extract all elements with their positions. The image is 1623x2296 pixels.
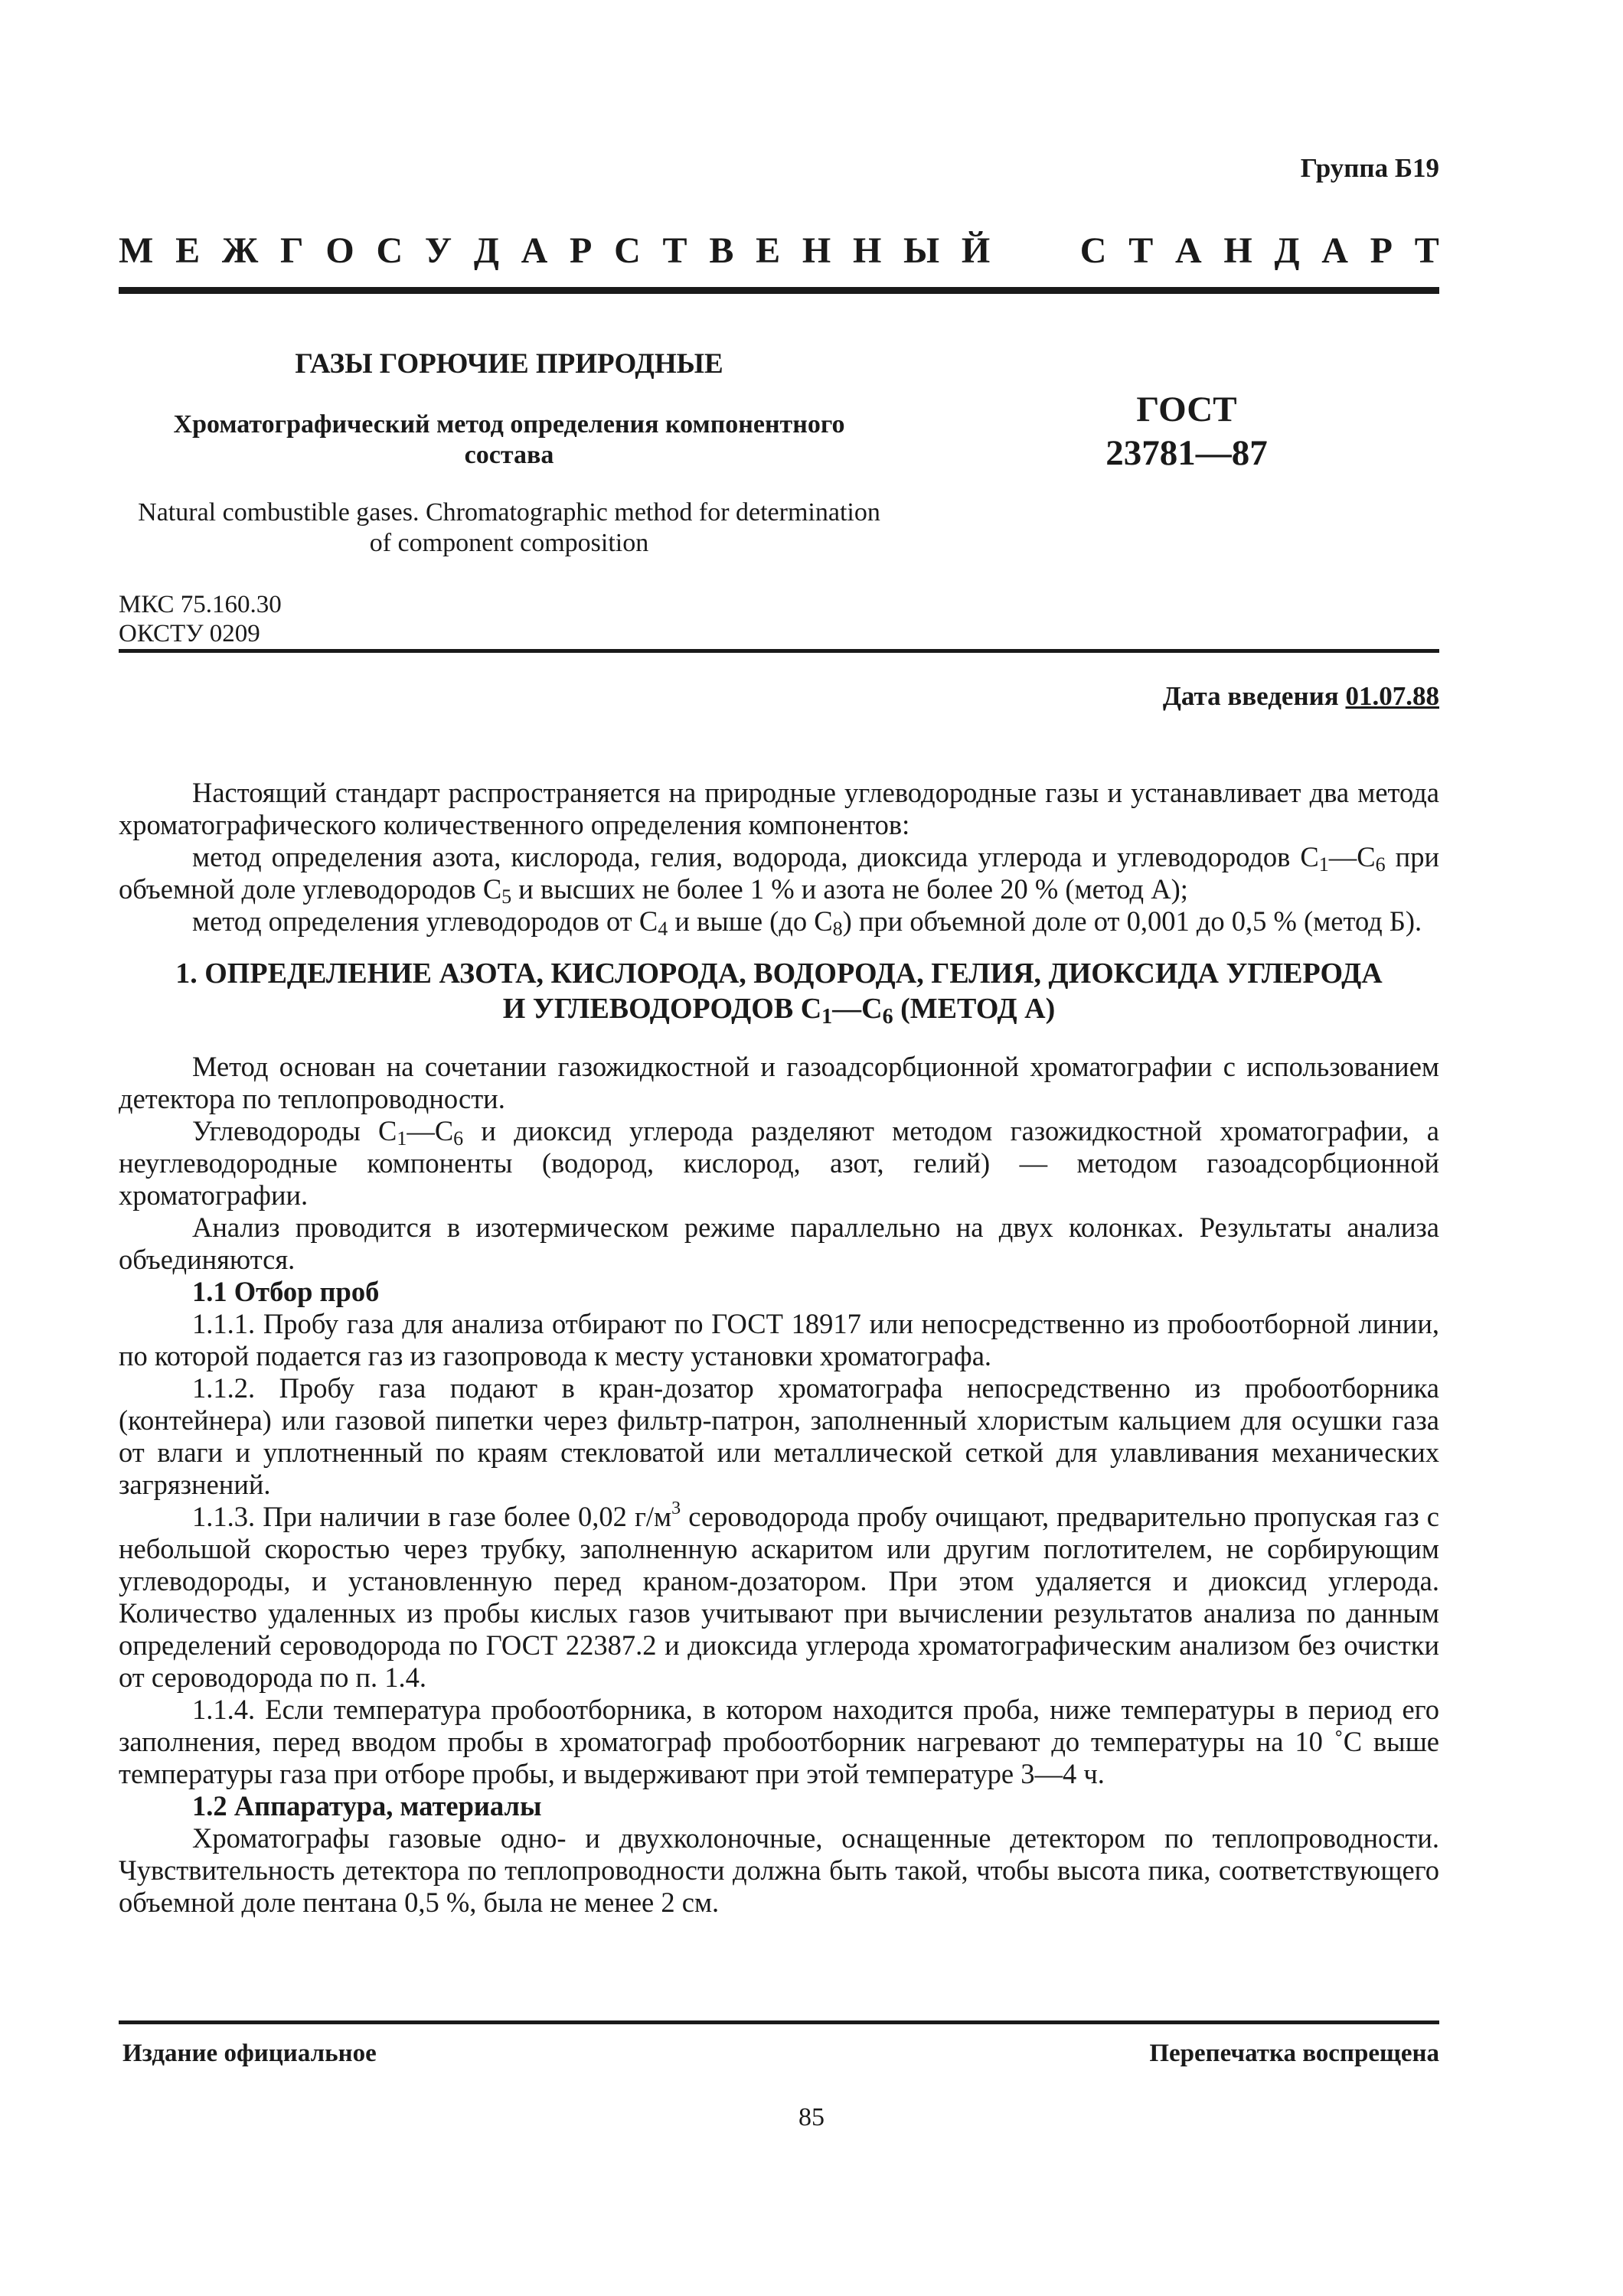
banner-letter: Р — [570, 230, 593, 271]
text-run: метод определения углеводородов от С — [192, 905, 658, 937]
intro-method-b — [119, 905, 1439, 938]
subscript: 6 — [882, 1005, 893, 1029]
banner-letter: Т — [1128, 230, 1154, 271]
clause-1-1-4: 1.1.4. Если температура пробоотборника, в котором находится проба, ниже температуры в период его заполнения, перед вводом пробы в хроматограф пробоотборник нагревают до температуры на 10 ˚С выше температуры газа при отборе пробы, и выдерживают при этой температуре 3—4 ч. — [119, 1694, 1439, 1789]
body-paragraph — [119, 1115, 1439, 1212]
banner-letter: О — [325, 230, 354, 271]
banner-letter: А — [1174, 230, 1202, 271]
text-run: и высших не более 1 % и азота не более 20 % (метод А); — [511, 873, 1188, 905]
subscript: 1 — [397, 1127, 407, 1150]
subscript: 1 — [821, 1005, 833, 1029]
body-paragraph: Анализ проводится в изотермическом режиме параллельно на двух колонках. Результаты анализа объединяются. — [119, 1212, 1439, 1275]
standard-subtitle: Хроматографический метод определения компонентного состава — [173, 410, 845, 469]
introduction-date-value: 01.07.88 — [1345, 681, 1439, 711]
gost-number: 23781—87 — [1105, 433, 1268, 473]
document-body — [119, 777, 1439, 1919]
banner-letter: Д — [1274, 230, 1300, 271]
text-run: 1.1.3. При наличии в газе более 0,02 г/м — [192, 1501, 672, 1532]
banner-letter: Р — [1370, 230, 1393, 271]
banner-letter: Ж — [221, 230, 259, 271]
text-run: метод определения азота, кислорода, гелия, водорода, диоксида углерода и углеводородов С — [192, 841, 1319, 872]
banner-letter: Д — [473, 230, 499, 271]
banner-letter: А — [1321, 230, 1348, 271]
introduction-date — [1163, 681, 1439, 712]
text-run: и диоксид углерода разделяют методом газожидкостной хроматографии, а неуглеводородные компоненты (водород, кислород, азот, гелий) — методом газоадсорбционной хроматографии. — [119, 1115, 1439, 1211]
standard-banner — [119, 230, 1439, 272]
banner-letter: С — [376, 230, 403, 271]
official-edition-label: Издание официальное — [122, 2040, 377, 2067]
text-run: при объемной доле углеводородов С — [119, 841, 1439, 905]
section-heading-line — [119, 991, 1439, 1029]
banner-letter: В — [709, 230, 734, 271]
standard-english-title: Natural combustible gases. Chromatographic method for determination of component composition — [138, 498, 880, 557]
text-run: И УГЛЕВОДОРОДОВ С — [502, 993, 822, 1025]
clause-1-1-3 — [119, 1501, 1439, 1694]
section-heading-line: 1. ОПРЕДЕЛЕНИЕ АЗОТА, КИСЛОРОДА, ВОДОРОДА, ГЕЛИЯ, ДИОКСИДА УГЛЕРОДА — [175, 957, 1383, 990]
banner-letter: Е — [756, 230, 781, 271]
text-run: (МЕТОД А) — [893, 993, 1056, 1025]
banner-letter: А — [521, 230, 548, 271]
clause-1-1-2: 1.1.2. Пробу газа подают в кран-дозатор хроматографа непосредственно из пробоотборника (контейнера) или газовой пипетки через фильтр-патрон, заполненный хлористым кальцием для осушки газа от влаги и уплотненный по краям стекловатой или металлической сеткой для улавливания механических загрязнений. — [119, 1372, 1439, 1500]
header-thick-rule — [119, 287, 1439, 294]
banner-letter: Е — [175, 230, 201, 271]
footer-rule — [119, 2020, 1439, 2024]
mks-code: МКС 75.160.30 — [119, 591, 282, 618]
text-run: Углеводороды С — [192, 1115, 397, 1146]
group-label: Группа Б19 — [1300, 153, 1439, 183]
page-number: 85 — [798, 2103, 825, 2131]
banner-letter: Н — [802, 230, 831, 271]
standard-title: ГАЗЫ ГОРЮЧИЕ ПРИРОДНЫЕ — [295, 348, 723, 380]
intro-paragraph: Настоящий стандарт распространяется на природные углеводородные газы и устанавливает два метода хроматографического количественного определения компонентов: — [119, 777, 1439, 840]
banner-letter: Ы — [903, 230, 940, 271]
introduction-date-label: Дата введения — [1162, 681, 1339, 711]
text-run: —С — [1328, 841, 1376, 872]
banner-letter: Т — [662, 230, 687, 271]
banner-letter: Н — [1223, 230, 1252, 271]
text-run: сероводорода пробу очищают, предварительно пропуская газ с небольшой скоростью через трубку, заполненную аскаритом или другим поглотителем, не сорбирующим углеводороды, и установленную перед краном-дозатором. При этом удаляется и диоксид углерода. Количество удаленных из пробы кислых газов учитывают при вычислении результатов анализа по данным определений сероводорода по ГОСТ 22387.2 и диоксида углерода хроматографическим анализом без очистки от сероводорода по п. 1.4. — [119, 1501, 1439, 1693]
subscript: 1 — [1318, 853, 1329, 876]
text-run: ) при объемной доле от 0,001 до 0,5 % (метод Б). — [842, 905, 1422, 937]
banner-letter: С — [1079, 230, 1107, 271]
banner-letter: Т — [1414, 230, 1439, 271]
subscript: 8 — [832, 918, 843, 940]
banner-letter: С — [614, 230, 641, 271]
banner-letter: Г — [280, 230, 304, 271]
banner-word-gap — [1012, 230, 1058, 272]
text-run: и выше (до С — [668, 905, 833, 937]
reprint-prohibited-label: Перепечатка воспрещена — [1149, 2040, 1439, 2067]
intro-method-a — [119, 841, 1439, 908]
body-paragraph: Метод основан на сочетании газожидкостной и газоадсорбционной хроматографии с использованием детектора по теплопроводности. — [119, 1051, 1439, 1114]
subsection-heading-1-2: 1.2 Аппаратура, материалы — [192, 1790, 542, 1821]
gost-label: ГОСТ — [1136, 390, 1237, 429]
subscript: 6 — [453, 1127, 464, 1150]
banner-letter: Й — [961, 230, 991, 271]
section-1-heading — [119, 956, 1439, 1029]
superscript: 3 — [671, 1499, 681, 1518]
clause-1-1-1: 1.1.1. Пробу газа для анализа отбирают по ГОСТ 18917 или непосредственно из пробоотборной линии, по которой подается газ из газопровода к месту установки хроматографа. — [119, 1308, 1439, 1371]
banner-letter: Н — [852, 230, 882, 271]
text-run: —С — [832, 993, 883, 1025]
subscript: 5 — [501, 885, 512, 908]
text-run: —С — [407, 1115, 454, 1146]
title-block-rule — [119, 649, 1439, 653]
subscript: 4 — [658, 918, 668, 940]
banner-letter: М — [119, 230, 154, 271]
subsection-heading-1-1: 1.1 Отбор проб — [192, 1276, 380, 1307]
banner-letter: У — [424, 230, 452, 271]
subscript: 6 — [1375, 853, 1386, 876]
clause-1-2-1: Хроматографы газовые одно- и двухколоночные, оснащенные детектором по теплопроводности. Чувствительность детектора по теплопроводности должна быть такой, чтобы высота пика, соответствующего объемной доле пентана 0,5 %, была не менее 2 см. — [119, 1822, 1439, 1918]
okstu-code: ОКСТУ 0209 — [119, 620, 260, 647]
